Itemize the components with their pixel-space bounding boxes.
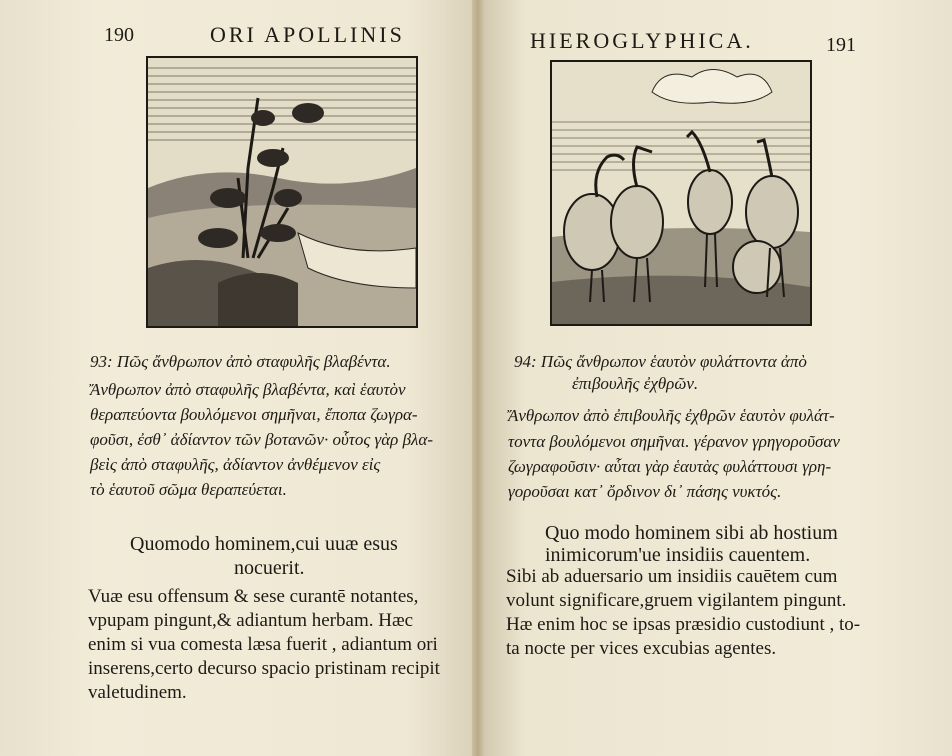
right-latin-heading-line-2: inimicorum'ue insidiis cauentem.	[545, 544, 811, 566]
left-latin-line-4: inserens,certo decurso spacio pristinam recipit	[88, 658, 440, 679]
left-greek-line-4: βεὶς ἀπὸ σταφυλῆς, ἀδίαντον ἀνθέμενον εἰς	[90, 455, 381, 474]
left-greek-line-5: τὸ ἑαυτοῦ σῶμα θεραπεύεται.	[90, 480, 287, 499]
right-greek-line-3: ζωγραφοῦσιν· αὗται γὰρ ἑαυτὰς φυλάττουσι γρη-	[508, 457, 832, 476]
left-page-number: 190	[104, 24, 134, 46]
left-latin-heading-line-2: nocuerit.	[234, 557, 305, 579]
right-page-number: 191	[826, 34, 856, 56]
hoopoe-woodcut	[146, 56, 418, 328]
book-gutter	[472, 0, 484, 756]
left-latin-line-1: Vuæ esu offensum & sese curantē notantes,	[88, 586, 419, 607]
right-greek-heading-line-1: 94: Πῶς ἄνθρωπον ἑαυτὸν φυλάττοντα ἀπὸ	[514, 352, 807, 371]
right-latin-line-1: Sibi ab aduersario um insidiis cauētem cum	[506, 566, 838, 587]
cranes-woodcut	[550, 60, 812, 326]
right-latin-line-2: volunt significare,gruem vigilantem pingunt.	[506, 590, 847, 611]
right-greek-line-2: τοντα βουλόμενοι σημῆναι. γέρανον γρηγοροῦσαν	[508, 432, 840, 451]
left-greek-line-1: Ἄνθρωπον ἀπὸ σταφυλῆς βλαβέντα, καὶ ἑαυτὸν	[90, 380, 406, 399]
right-latin-heading-line-1: Quo modo hominem sibi ab hostium	[545, 522, 838, 544]
right-greek-line-1: Ἄνθρωπον ἀπὸ ἐπιβουλῆς ἐχθρῶν ἑαυτὸν φυλάτ-	[508, 406, 835, 425]
left-greek-line-2: θεραπεύοντα βουλόμενοι σημῆναι, ἔποπα ζωγρα-	[90, 405, 418, 424]
right-latin-line-4: ta nocte per vices excubias agentes.	[506, 638, 777, 659]
right-running-head: HIEROGLYPHICA.	[530, 28, 754, 53]
left-latin-heading-line-1: Quomodo hominem,cui uuæ esus	[130, 533, 398, 555]
left-running-head: ORI APOLLINIS	[210, 22, 405, 47]
left-greek-heading: 93: Πῶς ἄνθρωπον ἀπὸ σταφυλῆς βλαβέντα.	[90, 352, 391, 371]
left-latin-line-5: valetudinem.	[88, 682, 187, 703]
left-greek-line-3: φοῦσι, ἐσθ᾽ ἀδίαντον τῶν βοτανῶν· οὗτος γὰρ βλα-	[90, 430, 433, 449]
right-greek-heading-line-2: ἐπιβουλῆς ἐχθρῶν.	[572, 374, 699, 393]
left-latin-line-2: vpupam pingunt,& adiantum herbam. Hæc	[88, 610, 414, 631]
right-greek-line-4: γοροῦσαι κατ᾽ ὄρδινον δι᾽ πάσης νυκτός.	[508, 482, 782, 501]
left-latin-line-3: enim si vua comesta læsa fuerit , adiantum ori	[88, 634, 438, 655]
right-latin-line-3: Hæ enim hoc se ipsas præsidio custodiunt , to-	[506, 614, 861, 635]
